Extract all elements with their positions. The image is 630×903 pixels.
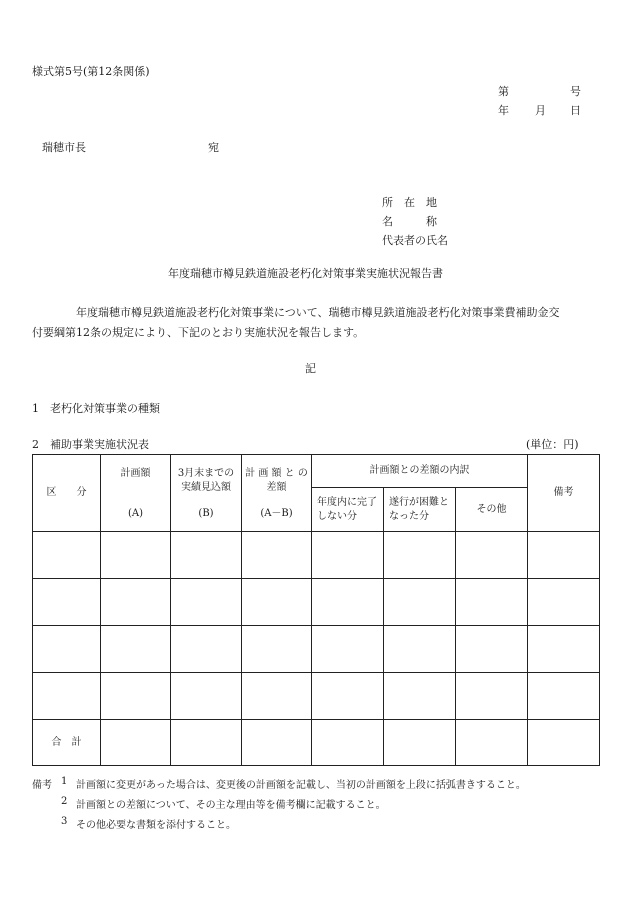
address-label: 所 在 地 bbox=[382, 196, 437, 209]
table-cell[interactable] bbox=[242, 720, 312, 766]
table-cell[interactable] bbox=[312, 579, 384, 626]
header-sub1-line2: しない分 bbox=[317, 510, 357, 522]
section-1-heading: 1 老朽化対策事業の種類 bbox=[32, 402, 160, 415]
table-row bbox=[33, 626, 600, 673]
table-row bbox=[33, 673, 600, 720]
header-actual-line2: 実績見込額 bbox=[181, 481, 231, 493]
table-cell[interactable] bbox=[528, 532, 600, 579]
table-cell[interactable] bbox=[171, 579, 242, 626]
table-row bbox=[33, 579, 600, 626]
header-diff bbox=[242, 455, 312, 532]
table-cell[interactable] bbox=[528, 626, 600, 673]
header-actual-line1: 3月末までの bbox=[177, 468, 235, 479]
table-cell[interactable] bbox=[528, 720, 600, 766]
total-row bbox=[33, 720, 600, 766]
header-diff-sub: (A－B) bbox=[260, 507, 293, 519]
table-cell[interactable] bbox=[384, 579, 456, 626]
header-plan-sub: (A) bbox=[127, 507, 144, 519]
note-number: 1 bbox=[61, 776, 68, 787]
table-cell[interactable] bbox=[312, 720, 384, 766]
table-cell[interactable] bbox=[312, 626, 384, 673]
header-kubun-text: 区 分 bbox=[46, 487, 87, 499]
table-cell[interactable] bbox=[101, 626, 171, 673]
note-number: 3 bbox=[61, 816, 68, 827]
table-cell[interactable] bbox=[101, 579, 171, 626]
header-remarks-text: 備考 bbox=[553, 487, 574, 499]
table-cell[interactable] bbox=[33, 673, 101, 720]
number-prefix: 第 bbox=[498, 85, 509, 98]
name-label: 名 称 bbox=[382, 215, 437, 228]
header-sub-other bbox=[456, 488, 528, 532]
number-suffix: 号 bbox=[570, 85, 581, 98]
table-cell[interactable] bbox=[171, 532, 242, 579]
date-month: 月 bbox=[535, 104, 546, 117]
header-diff-line2: 差額 bbox=[266, 481, 287, 493]
section-2-heading: 2 補助事業実施状況表 bbox=[32, 438, 149, 451]
total-label-text: 合 計 bbox=[51, 736, 82, 748]
header-actual-sub: (B) bbox=[198, 507, 214, 519]
table-cell[interactable] bbox=[456, 579, 528, 626]
total-label bbox=[33, 720, 101, 766]
document-title: 年度瑞穂市樽見鉄道施設老朽化対策事業実施状況報告書 bbox=[168, 267, 443, 280]
table-cell[interactable] bbox=[101, 673, 171, 720]
table-cell[interactable] bbox=[456, 532, 528, 579]
table-cell[interactable] bbox=[384, 626, 456, 673]
status-table bbox=[32, 454, 600, 766]
table-cell[interactable] bbox=[171, 720, 242, 766]
table-cell[interactable] bbox=[456, 626, 528, 673]
table-cell[interactable] bbox=[312, 673, 384, 720]
unit-label: (単位：円) bbox=[526, 438, 579, 451]
date-day: 日 bbox=[570, 104, 581, 117]
header-sub3-text: その他 bbox=[476, 503, 507, 515]
header-sub2-line1: 遂行が困難と bbox=[389, 497, 449, 508]
table-cell[interactable] bbox=[384, 673, 456, 720]
note-text: 計画額との差額について、その主な理由等を備考欄に記載すること。 bbox=[76, 800, 386, 811]
table-cell[interactable] bbox=[171, 673, 242, 720]
table-cell[interactable] bbox=[456, 720, 528, 766]
header-sub-incomplete bbox=[312, 488, 384, 532]
table-cell[interactable] bbox=[456, 673, 528, 720]
table-cell[interactable] bbox=[528, 673, 600, 720]
table-cell[interactable] bbox=[171, 626, 242, 673]
header-actual bbox=[171, 455, 242, 532]
note-number: 2 bbox=[61, 796, 68, 807]
table-cell[interactable] bbox=[242, 579, 312, 626]
representative-label: 代表者の氏名 bbox=[382, 234, 448, 247]
header-plan-label: 計画額 bbox=[120, 468, 151, 479]
table-cell[interactable] bbox=[33, 532, 101, 579]
header-remarks bbox=[528, 455, 600, 532]
header-breakdown bbox=[312, 455, 528, 488]
table-cell[interactable] bbox=[242, 673, 312, 720]
header-breakdown-text: 計画額との差額の内訳 bbox=[369, 465, 470, 477]
header-plan bbox=[101, 455, 171, 532]
table-cell[interactable] bbox=[101, 720, 171, 766]
table-cell[interactable] bbox=[33, 579, 101, 626]
header-kubun bbox=[33, 455, 101, 532]
table-cell[interactable] bbox=[312, 532, 384, 579]
note-text: 計画額に変更があった場合は、変更後の計画額を記載し、当初の計画額を上段に括弧書きすること。 bbox=[76, 780, 526, 791]
addressee-ate: 宛 bbox=[208, 141, 219, 154]
table-cell[interactable] bbox=[101, 532, 171, 579]
table-cell[interactable] bbox=[242, 626, 312, 673]
body-line-1: 年度瑞穂市樽見鉄道施設老朽化対策事業について、瑞穂市樽見鉄道施設老朽化対策事業費補助金交 bbox=[76, 306, 560, 319]
header-sub-difficult bbox=[384, 488, 456, 532]
header-sub1-line1: 年度内に完了 bbox=[317, 497, 377, 508]
body-line-2: 付要綱第12条の規定により、下記のとおり実施状況を報告します。 bbox=[32, 326, 365, 339]
date-year: 年 bbox=[498, 104, 509, 117]
table-cell[interactable] bbox=[384, 532, 456, 579]
form-id: 様式第5号(第12条関係) bbox=[32, 65, 150, 78]
note-text: その他必要な書類を添付すること。 bbox=[76, 820, 236, 831]
table-cell[interactable] bbox=[242, 532, 312, 579]
table-cell[interactable] bbox=[384, 720, 456, 766]
notes-label: 備考 bbox=[32, 780, 52, 791]
header-sub2-line2: なった分 bbox=[389, 510, 429, 522]
addressee-name: 瑞穂市長 bbox=[42, 141, 86, 154]
table-cell[interactable] bbox=[33, 626, 101, 673]
ki-heading: 記 bbox=[305, 362, 316, 375]
header-diff-line1: 計 画 額 と の bbox=[245, 468, 308, 479]
table-cell[interactable] bbox=[528, 579, 600, 626]
table-row bbox=[33, 532, 600, 579]
